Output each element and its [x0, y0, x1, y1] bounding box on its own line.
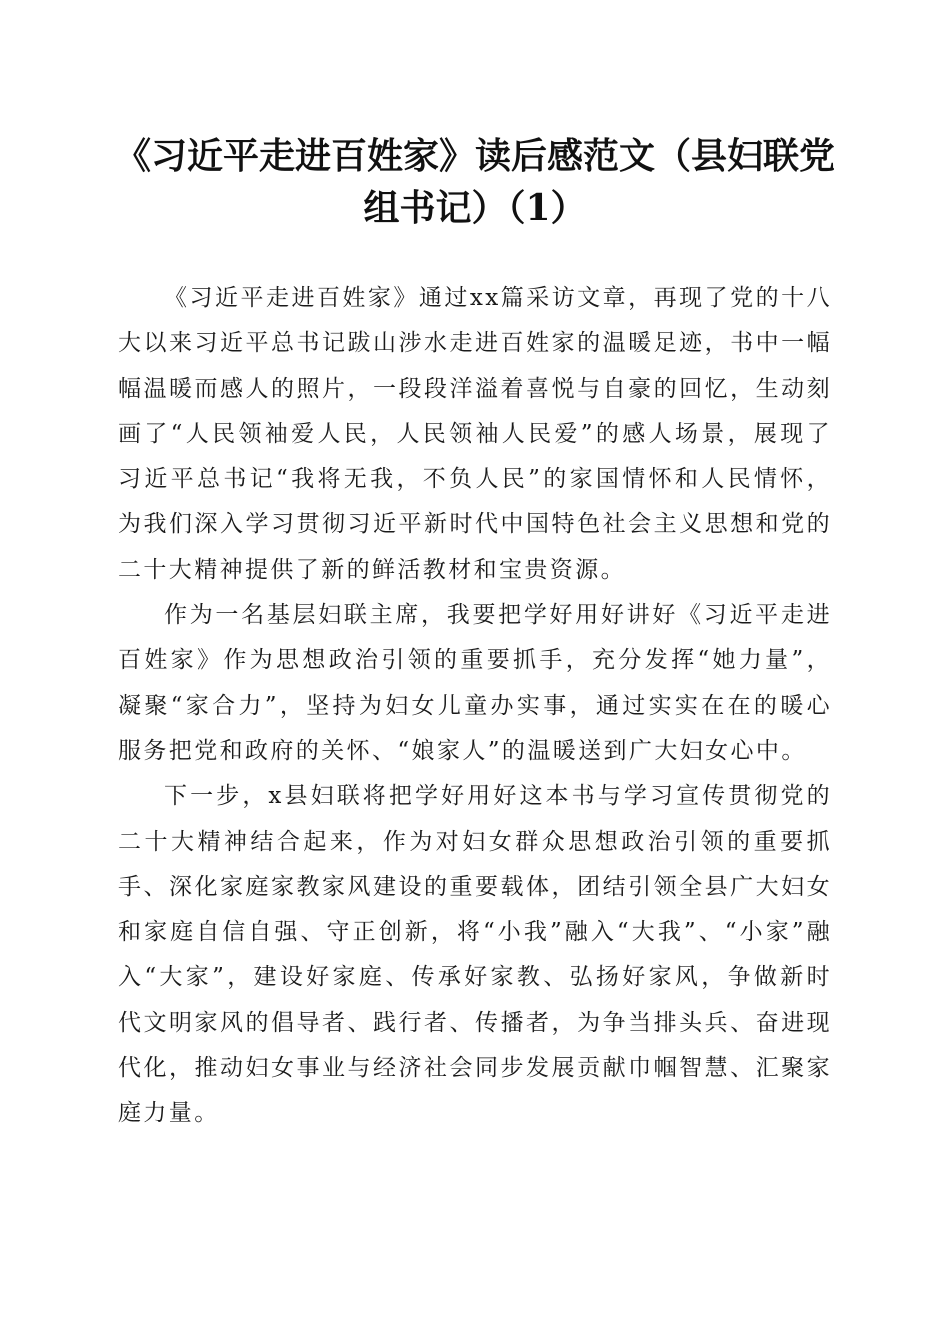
- paragraph-1: 《习近平走进百姓家》通过xx篇采访文章，再现了党的十八大以来习近平总书记跋山涉水走进百姓家的温暖足迹，书中一幅幅温暖而感人的照片，一段段洋溢着喜悦与自豪的回忆，生动刻画了“人民领袖爱人民，人民领袖人民爱”的感人场景，展现了习近平总书记“我将无我，不负人民”的家国情怀和人民情怀，为我们深入学习贯彻习近平新时代中国特色社会主义思想和党的二十大精神提供了新的鲜活教材和宝贵资源。: [118, 285, 832, 583]
- paragraph-2: 作为一名基层妇联主席，我要把学好用好讲好《习近平走进百姓家》作为思想政治引领的重要抓手，充分发挥“她力量”，凝聚“家合力”，坚持为妇女儿童办实事，通过实实在在的暖心服务把党和政府的关怀、“娘家人”的温暖送到广大妇女心中。: [118, 602, 832, 764]
- document-title: 《习近平走进百姓家》读后感范文（县妇联党组书记）（1）: [114, 135, 835, 229]
- document-body: [118, 276, 832, 1137]
- paragraph-3: 下一步，x县妇联将把学好用好这本书与学习宣传贯彻党的二十大精神结合起来，作为对妇女群众思想政治引领的重要抓手、深化家庭家教家风建设的重要载体，团结引领全县广大妇女和家庭自信自强、守正创新，将“小我”融入“大我”、“小家”融入“大家”，建设好家庭、传承好家教、弘扬好家风，争做新时代文明家风的倡导者、践行者、传播者，为争当排头兵、奋进现代化，推动妇女事业与经济社会同步发展贡献巾帼智慧、汇聚家庭力量。: [118, 783, 832, 1127]
